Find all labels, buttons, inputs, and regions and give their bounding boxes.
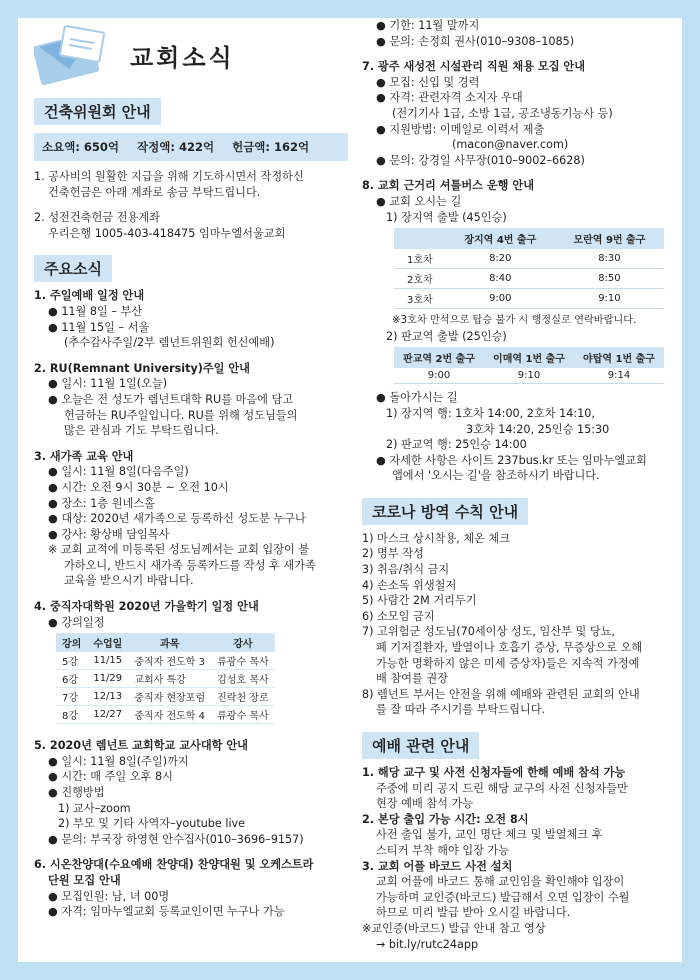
list-item: ● 문의: 강경일 사무장(010–9002–6628): [376, 153, 585, 167]
bulletin-page: [18, 18, 682, 962]
cost-donated: 헌금액: 162억: [232, 140, 310, 154]
news-4-head: 4. 중직자대학원 2020년 가을학기 일정 안내: [34, 600, 259, 614]
list-item: 스티커 부착 해야 입장 가능: [376, 843, 510, 857]
list-item: 6) 소모임 금지: [362, 609, 435, 623]
cost-required: 소요액: 650억: [42, 140, 120, 154]
list-item: ● 기한: 11월 말까지: [376, 19, 480, 32]
table-row: [394, 269, 664, 289]
table-row: [394, 289, 664, 309]
table-cell: 7강: [56, 688, 87, 706]
list-item: 많은 관심과 기도 부탁드립니다.: [64, 424, 219, 438]
worship-2-head: 2. 본당 출입 가능 시간: 오전 8시: [362, 812, 529, 826]
list-item: ● 돌아가시는 길: [376, 391, 458, 405]
list-item: ● 자세한 사항은 사이트 237bus.kr 또는 임마누엘교회: [376, 453, 647, 467]
table-row: [56, 670, 275, 688]
table-header: 수업일: [87, 633, 128, 652]
list-item: 배 참여를 권장: [376, 672, 448, 686]
shuttle-table-jangji: [394, 228, 664, 309]
list-item: (추수감사주일/2부 렘넌트위원회 헌신예배): [64, 336, 275, 350]
table-header: 강사: [211, 633, 274, 652]
building-item-1-cont: 건축헌금은 아래 계좌로 송금 부탁드립니다.: [48, 185, 261, 199]
table-cell: 교회사 특강: [128, 670, 211, 688]
table-row: [56, 652, 275, 670]
list-item: 3호차 14:20, 25인승 15:30: [466, 422, 610, 436]
building-item-1: 1. 공사비의 원활한 지급을 위해 기도하시면서 작정하신: [34, 170, 304, 183]
app-guide-link[interactable]: → bit.ly/rutc24app: [376, 937, 479, 951]
brand-title: 교회소식: [130, 43, 235, 72]
table-row: [56, 706, 275, 724]
table-header: 강의: [56, 633, 87, 652]
list-item: 5) 사람간 2M 거리두기: [362, 594, 477, 608]
table-row: [394, 249, 664, 269]
table-header: 판교역 2번 출구: [394, 347, 484, 368]
table-cell: 류광수 목사: [211, 706, 274, 724]
bank-account: 우리은행 1005-403-418475 임마누엘서울교회: [48, 226, 286, 240]
building-item-2: 2. 성전건축헌금 전용계좌: [34, 211, 160, 225]
table-cell: 1호차: [394, 249, 446, 269]
table-cell: 8:40: [446, 269, 555, 289]
table-cell: 김성호 목사: [211, 670, 274, 688]
table-cell: 8:50: [555, 269, 664, 289]
table-row: [56, 688, 275, 706]
list-item: 헌금하는 RU주일입니다. RU를 위해 성도님들의: [64, 408, 298, 422]
list-item: 주중에 미리 공지 드린 해당 교구의 사전 신청자들만: [376, 781, 628, 795]
list-item: ● 11월 15일 – 서울: [48, 320, 150, 334]
list-item: 하므로 미리 발급 받아 오시길 바랍니다.: [376, 906, 571, 920]
list-item: ● 오늘은 전 성도가 렘넌트대학 RU를 마음에 담고: [48, 392, 294, 406]
table-row: [394, 368, 664, 384]
shuttle-note: ※3호차 만석으로 탑승 불가 시 행정실로 연락바랍니다.: [392, 315, 637, 327]
list-item: ● 모집: 신입 및 경력: [376, 75, 480, 89]
shuttle-table-pangyo: [394, 347, 664, 384]
list-item: ● 대상: 2020년 새가족으로 등록하신 성도분 누구나: [48, 512, 306, 526]
table-cell: 9:14: [574, 368, 664, 384]
right-column: [362, 18, 674, 952]
list-item: 4) 손소독 위생철저: [362, 578, 457, 592]
news-8-head: 8. 교회 근거리 셔틀버스 운행 안내: [362, 179, 535, 193]
news-3-head: 3. 새가족 교육 안내: [34, 449, 134, 463]
contact-email: (macon@naver.com): [452, 138, 569, 152]
list-item: 1) 교사–zoom: [58, 801, 131, 815]
table-cell: 3호차: [394, 289, 446, 309]
list-item: ※ 교회 교적에 미등록된 성도님께서는 교회 입장이 불: [48, 543, 310, 557]
list-item: ● 지원방법: 이메일로 이력서 제출: [376, 122, 545, 136]
news-2-head: 2. RU(Remnant University)주일 안내: [34, 361, 250, 375]
list-item: 1) 마스크 상시착용, 체온 체크: [362, 531, 511, 545]
list-item: 를 잘 따라 주시기를 부탁드립니다.: [376, 703, 546, 717]
table-header: 야탑역 1번 출구: [574, 347, 664, 368]
table-cell: 중직자 현장포럼: [128, 688, 211, 706]
list-item: 현장 예배 참석 가능: [376, 797, 474, 811]
corona-section-title: 코로나 방역 수칙 안내: [362, 498, 528, 525]
table-cell: 9:00: [394, 368, 484, 384]
cost-pledged: 작정액: 422억: [137, 140, 215, 154]
list-item: ● 문의: 손정희 권사(010–9308–1085): [376, 34, 575, 48]
list-item: 1) 장지역 행: 1호차 14:00, 2호차 14:10,: [386, 406, 595, 420]
table-cell: 중직자 전도학 3: [128, 652, 211, 670]
list-item: 7) 고위험군 성도님(70세이상 성도, 임산부 및 당뇨,: [362, 625, 616, 639]
list-item: ● 장소: 1층 원네스홀: [48, 496, 155, 510]
list-item: (전기기사 1급, 소방 1급, 공조냉동기능사 등): [392, 106, 613, 120]
news-5-head: 5. 2020년 렘넌트 교회학교 교사대학 안내: [34, 739, 248, 753]
list-item: ● 11월 8일 – 부산: [48, 304, 143, 318]
table-cell: 9:10: [484, 368, 574, 384]
list-item: ● 강의일정: [48, 615, 105, 629]
list-item: 폐 기저질환자, 발열이나 호흡기 증상, 무증상으로 오해: [376, 641, 643, 655]
worship-section-title: 예배 관련 안내: [362, 732, 479, 759]
list-item: 앱에서 '오시는 길'을 참조하시기 바랍니다.: [392, 469, 600, 483]
list-item: 2) 부모 및 기타 사역자–youtube live: [58, 817, 246, 831]
list-item: ● 일시: 11월 8일(다음주일): [48, 465, 189, 479]
list-item: ● 일시: 11월 8일(주일)까지: [48, 754, 189, 768]
list-item: 가능하며 교인증(바코드) 발급해서 오면 입장이 수월: [376, 890, 630, 904]
list-item: 2) 판교역 행: 25인승 14:00: [386, 438, 527, 452]
table-header: 이매역 1번 출구: [484, 347, 574, 368]
list-item: 교육을 받으시기 바랍니다.: [64, 574, 194, 588]
list-item: ● 교회 오시는 길: [376, 194, 462, 208]
table-header: 모란역 9번 출구: [555, 228, 664, 249]
list-item: 1) 장지역 출발 (45인승): [386, 210, 507, 224]
list-item: ● 문의: 부국장 하영현 안수집사(010–3696–9157): [48, 832, 304, 846]
brand-header: [34, 24, 348, 86]
table-cell: 중직자 전도학 4: [128, 706, 211, 724]
news-6-head: 6. 시온찬양대(수요예배 찬양대) 찬양대원 및 오케스트라: [34, 858, 314, 872]
table-cell: 8강: [56, 706, 87, 724]
table-cell: 6강: [56, 670, 87, 688]
list-item: ● 자격: 임마누엘교회 등록교인이면 누구나 가능: [48, 905, 285, 919]
list-item: ● 강사: 황상배 담임목사: [48, 527, 170, 541]
list-item: 2) 명부 작성: [362, 547, 424, 561]
table-cell: 9:00: [446, 289, 555, 309]
list-item: ● 모집인원: 남, 녀 00명: [48, 889, 170, 903]
table-cell: 2호차: [394, 269, 446, 289]
worship-3-head: 3. 교회 어플 바코드 사전 설치: [362, 859, 513, 873]
list-item: 3) 취음/취식 금지: [362, 563, 450, 577]
table-cell: 9:10: [555, 289, 664, 309]
table-header: [394, 228, 446, 249]
table-cell: 8:20: [446, 249, 555, 269]
list-item: 교회 어플에 바코드 통해 교인임을 확인해야 입장이: [376, 875, 625, 889]
list-item: ● 시간: 오전 9시 30분 ~ 오전 10시: [48, 480, 229, 494]
list-item: ● 시간: 매 주일 오후 8시: [48, 770, 173, 784]
cost-summary: [34, 133, 348, 161]
news-6-head-cont: 단원 모집 안내: [48, 874, 121, 887]
list-item: 가하오니, 반드시 새가족 등록카드를 작성 후 새가족: [64, 558, 316, 572]
table-header: 과목: [128, 633, 211, 652]
news-7-head: 7. 광주 새성전 시설관리 직원 채용 모집 안내: [362, 60, 586, 74]
table-cell: 5강: [56, 652, 87, 670]
news-1-head: 1. 주일예배 일정 안내: [34, 289, 145, 303]
table-cell: 12/27: [87, 706, 128, 724]
lecture-schedule-table: [56, 633, 275, 724]
table-cell: 11/29: [87, 670, 128, 688]
envelope-icon: [34, 25, 112, 85]
list-item: 2) 판교역 출발 (25인승): [386, 329, 507, 343]
worship-1-head: 1. 해당 교구 및 사전 신청자들에 한해 예배 참석 가능: [362, 766, 626, 779]
app-guide-note: ※교인증(바코드) 발급 안내 참고 영상: [362, 921, 546, 935]
list-item: ● 진행방법: [48, 786, 105, 800]
table-header: 장지역 4번 출구: [446, 228, 555, 249]
table-cell: 진락천 장로: [211, 688, 274, 706]
list-item: 가능한 명확하지 않은 미세 증상자)들은 지속적 가정예: [376, 656, 640, 670]
building-section-title: 건축위원회 안내: [34, 98, 161, 125]
table-cell: 11/15: [87, 652, 128, 670]
list-item: ● 자격: 관련자격 소지자 우대: [376, 91, 523, 105]
news-section-title: 주요소식: [34, 255, 112, 282]
table-cell: 8:30: [555, 249, 664, 269]
table-cell: 12/13: [87, 688, 128, 706]
list-item: ● 일시: 11월 1일(오늘): [48, 377, 168, 391]
table-cell: 류광수 목사: [211, 652, 274, 670]
list-item: 사전 출입 불가, 교인 명단 체크 및 발열체크 후: [376, 828, 603, 842]
list-item: 8) 렘넌트 부서는 안전을 위해 예배와 관련된 교회의 안내: [362, 687, 640, 701]
left-column: [34, 18, 348, 920]
